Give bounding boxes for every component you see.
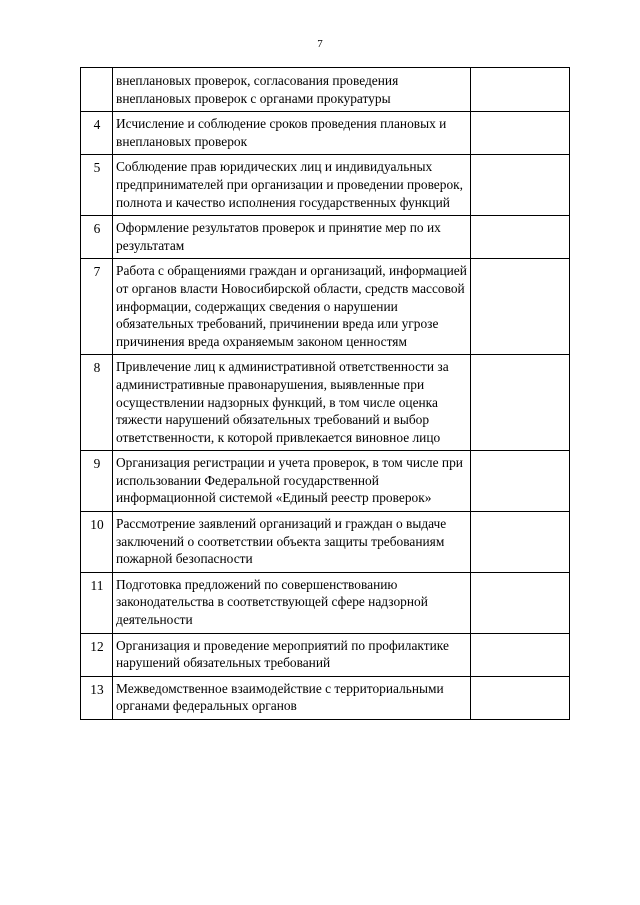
- table-row: [81, 112, 570, 155]
- row-empty-cell: [471, 633, 570, 676]
- row-empty-cell: [471, 572, 570, 633]
- table-row: [81, 512, 570, 573]
- row-description: Привлечение лиц к административной ответственности за административные правонарушения, выявленные при осуществлении надзорных функций, в том числе оценка тяжести нарушений обязательных требований и выбор ответственности, к которой привлекается виновное лицо: [113, 355, 471, 451]
- row-description: Подготовка предложений по совершенствованию законодательства в соответствующей сфере надзорной деятельности: [113, 572, 471, 633]
- row-number: 5: [81, 155, 113, 216]
- row-number: 12: [81, 633, 113, 676]
- table-row: [81, 355, 570, 451]
- row-number: 9: [81, 451, 113, 512]
- row-empty-cell: [471, 112, 570, 155]
- row-description: Соблюдение прав юридических лиц и индивидуальных предпринимателей при организации и проведении проверок, полнота и качество исполнения государственных функций: [113, 155, 471, 216]
- table-row: [81, 68, 570, 112]
- row-empty-cell: [471, 451, 570, 512]
- row-number: 11: [81, 572, 113, 633]
- table-row: [81, 572, 570, 633]
- row-empty-cell: [471, 676, 570, 719]
- table-row: [81, 259, 570, 355]
- table-row: [81, 676, 570, 719]
- row-empty-cell: [471, 512, 570, 573]
- page-number: 7: [317, 38, 323, 50]
- row-empty-cell: [471, 155, 570, 216]
- row-description: Рассмотрение заявлений организаций и граждан о выдаче заключений о соответствии объекта защиты требованиям пожарной безопасности: [113, 512, 471, 573]
- row-number: 6: [81, 216, 113, 259]
- row-number: 10: [81, 512, 113, 573]
- row-description: Работа с обращениями граждан и организаций, информацией от органов власти Новосибирской области, средств массовой информации, содержащих сведения о нарушении обязательных требований, причинении вреда или угрозе причинения вреда охраняемым законом ценностям: [113, 259, 471, 355]
- row-description: Организация регистрации и учета проверок, в том числе при использовании Федеральной государственной информационной системой «Единый реестр проверок»: [113, 451, 471, 512]
- table-row: [81, 633, 570, 676]
- row-empty-cell: [471, 216, 570, 259]
- table-row: [81, 216, 570, 259]
- row-description: Оформление результатов проверок и принятие мер по их результатам: [113, 216, 471, 259]
- row-number: 13: [81, 676, 113, 719]
- row-number: 7: [81, 259, 113, 355]
- row-number: 8: [81, 355, 113, 451]
- row-number: [81, 68, 113, 112]
- row-empty-cell: [471, 68, 570, 112]
- row-number: 4: [81, 112, 113, 155]
- table-row: [81, 155, 570, 216]
- table-row: [81, 451, 570, 512]
- row-empty-cell: [471, 355, 570, 451]
- row-description: Межведомственное взаимодействие с территориальными органами федеральных органов: [113, 676, 471, 719]
- inspection-table: [80, 67, 570, 720]
- row-description: Исчисление и соблюдение сроков проведения плановых и внеплановых проверок: [113, 112, 471, 155]
- row-description: Организация и проведение мероприятий по профилактике нарушений обязательных требований: [113, 633, 471, 676]
- row-empty-cell: [471, 259, 570, 355]
- row-description: внеплановых проверок, согласования проведения внеплановых проверок с органами прокуратуры: [113, 68, 471, 112]
